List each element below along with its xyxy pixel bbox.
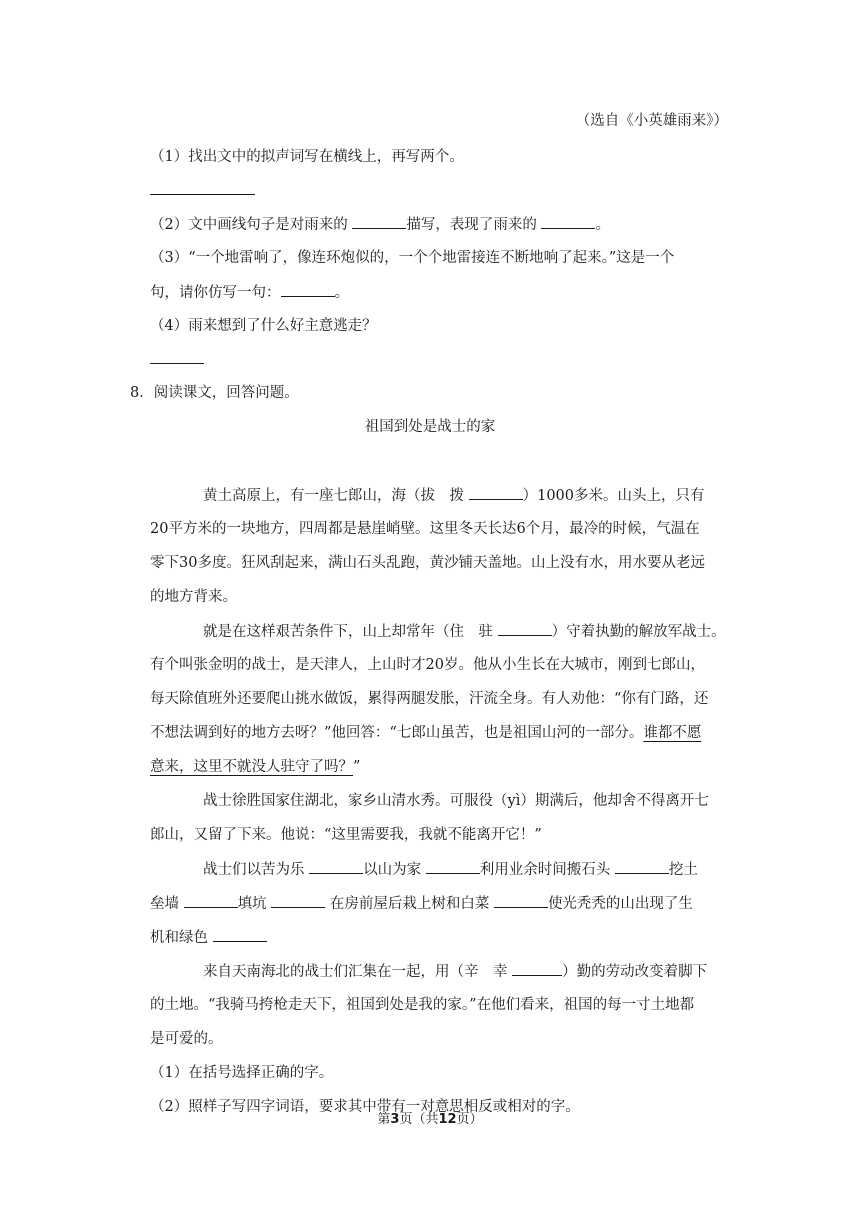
- p5-line1-text-a: 来自天南海北的战士们汇集在一起，用（辛 幸: [203, 964, 513, 980]
- p3-line1: 战士徐胜国家住湖北，家乡山清水秀。可服役（yì）期满后，他却舍不得离开七: [203, 793, 709, 809]
- p1-blank[interactable]: [469, 485, 523, 500]
- p1-line2: 20平方米的一块地方，四周都是悬崖峭壁。这里冬天长达6个月，最冷的时候，气温在: [150, 521, 700, 537]
- q7-sub2-text-a: （2）文中画线句子是对雨来的: [150, 217, 353, 233]
- p2-line5-text: ”: [353, 759, 361, 775]
- q7-sub3-text-b: 。: [334, 285, 349, 301]
- p4-line3: [150, 927, 267, 947]
- footer-page-number: 3: [390, 1112, 400, 1127]
- p4-blank-2[interactable]: [426, 859, 480, 874]
- p1-line1-text-b: ）1000多米。山头上，只有: [522, 488, 705, 504]
- q7-sub3-line1: （3）“一个地雷响了，像连环炮似的，一个个地雷接连不断地响了起来。”这是一个: [150, 250, 675, 266]
- passage-title: 祖国到处是战士的家: [364, 419, 496, 435]
- underlined-sentence-part2: 意来，这里不就没人驻守了吗？: [150, 759, 353, 775]
- q7-sub2-blank-1[interactable]: [352, 214, 406, 229]
- p2-line1-text-b: ）守着执勤的解放军战士。: [551, 624, 726, 640]
- p4-line2: [150, 893, 693, 913]
- footer-total-pages: 12: [438, 1112, 457, 1127]
- source-note: （选自《小英雄雨来》）: [575, 113, 728, 129]
- q7-sub2: [150, 214, 610, 234]
- p1-line3: 零下30多度。狂风刮起来，满山石头乱跑，黄沙铺天盖地。山上没有水，用水要从老远: [150, 555, 705, 571]
- p5-line1: [203, 961, 707, 981]
- q7-sub4: （4）雨来想到了什么好主意逃走？: [150, 318, 377, 334]
- p4-blank-6[interactable]: [494, 893, 548, 908]
- footer-mid: 页（共: [399, 1112, 439, 1127]
- q8-sub2: （2）照样子写四字词语，要求其中带有一对意思相反或相对的字。: [150, 1099, 580, 1115]
- p4-text-i: 机和绿色: [150, 930, 213, 946]
- footer-post: 页）: [456, 1112, 483, 1127]
- p4-blank-7[interactable]: [213, 927, 267, 942]
- p4-text-g: 在房前屋后栽上树和白菜: [325, 896, 494, 912]
- p2-line5: [150, 757, 360, 777]
- p2-line1: [203, 621, 726, 641]
- p4-line1: [203, 859, 698, 879]
- q7-sub3-line2: [150, 282, 349, 302]
- p2-blank[interactable]: [498, 621, 552, 636]
- q8-sub1: （1）在括号选择正确的字。: [150, 1065, 334, 1081]
- p1-line4: 的地方背来。: [150, 589, 237, 605]
- p2-line1-text-a: 就是在这样艰苦条件下，山上却常年（住 驻: [203, 624, 498, 640]
- p4-text-a: 战士们以苦为乐: [203, 862, 310, 878]
- p4-text-b: 以山为家: [363, 862, 426, 878]
- p2-line3: 每天除值班外还要爬山挑水做饭，累得两腿发胀，汗流全身。有人劝他：“你有门路，还: [150, 691, 709, 707]
- p5-blank[interactable]: [512, 961, 562, 976]
- footer-pre: 第: [377, 1112, 391, 1127]
- p3-line2: 郎山，又留了下来。他说：“这里需要我，我就不能离开它！”: [150, 827, 542, 843]
- p4-blank-3[interactable]: [615, 859, 669, 874]
- p5-line2: 的土地。“我骑马挎枪走天下，祖国到处是我的家。”在他们看来，祖国的每一寸土地都: [150, 997, 695, 1013]
- q7-sub2-text-b: 描写，表现了雨来的: [406, 217, 542, 233]
- q7-sub1: （1）找出文中的拟声词写在横线上，再写两个。: [150, 149, 464, 165]
- q7-sub4-answer-line[interactable]: [150, 362, 204, 364]
- p4-blank-1[interactable]: [309, 859, 363, 874]
- q7-sub2-text-c: 。: [595, 217, 610, 233]
- underlined-sentence-part1: 谁都不愿: [643, 725, 702, 741]
- p2-line2: 有个叫张金明的战士，是天津人，上山时才20岁。他从小生长在大城市，刚到七郎山，: [150, 657, 705, 673]
- q7-sub2-blank-2[interactable]: [541, 214, 595, 229]
- p1-line1-text-a: 黄土高原上，有一座七郎山，海（拔 拨: [203, 488, 469, 504]
- q7-sub3-blank[interactable]: [281, 282, 335, 297]
- p5-line3: 是可爱的。: [150, 1031, 223, 1047]
- p2-line4-text: 不想法调到好的地方去呀？”他回答：“七郎山虽苦，也是祖国山河的一部分。: [150, 725, 644, 741]
- p2-line4: [150, 723, 701, 743]
- q7-sub1-answer-line[interactable]: [150, 193, 255, 195]
- p4-text-c: 利用业余时间搬石头: [479, 862, 615, 878]
- p4-blank-5[interactable]: [271, 893, 325, 908]
- p4-blank-4[interactable]: [184, 893, 238, 908]
- p5-line1-text-b: ）勤的劳动改变着脚下: [562, 964, 708, 980]
- p1-line1: [203, 485, 705, 505]
- p4-text-e: 垒墙: [150, 896, 184, 912]
- q8-intro: 8．阅读课文，回答问题。: [130, 385, 299, 401]
- q7-sub3-text-a: 句，请你仿写一句：: [150, 285, 281, 301]
- p4-text-d: 挖土: [668, 862, 698, 878]
- p4-text-f: 填坑: [237, 896, 272, 912]
- p4-text-h: 使光秃秃的山出现了生: [547, 896, 693, 912]
- page-footer: [0, 1111, 860, 1129]
